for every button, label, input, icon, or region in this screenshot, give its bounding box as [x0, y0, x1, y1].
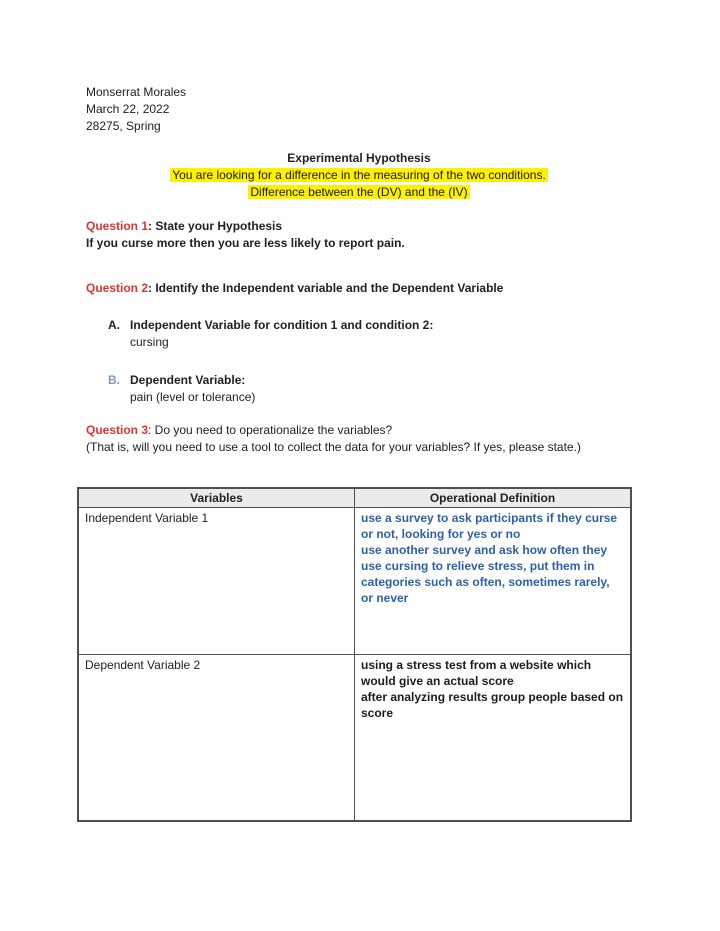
question-2-label: Question 2: [86, 281, 149, 295]
question-3-block: [86, 422, 632, 456]
table-row-dependent-variable: [78, 655, 631, 822]
document-header: [86, 84, 632, 135]
highlighted-text-1: You are looking for a difference in the measuring of the two conditions.: [172, 168, 546, 182]
independent-variable-label: Independent Variable for condition 1 and condition 2:: [130, 318, 434, 332]
variable-cell-iv: Independent Variable 1: [78, 508, 355, 655]
question-3-prompt: : Do you need to operationalize the variables?: [148, 423, 393, 437]
dv-definition-paragraph-2: after analyzing results group people based on score: [361, 690, 624, 720]
independent-variable-answer: cursing: [130, 335, 169, 349]
question-3-note: (That is, will you need to use a tool to collect the data for your variables? If yes, please state.): [86, 440, 581, 454]
question-1-heading: [86, 218, 632, 235]
list-body-a: [130, 317, 632, 351]
question-2-prompt: : Identify the Independent variable and the Dependent Variable: [148, 281, 504, 295]
variables-table: [77, 487, 632, 822]
question-1-prompt: : State your Hypothesis: [148, 219, 283, 233]
table-row-independent-variable: [78, 508, 631, 655]
question-1-label: Question 1: [86, 219, 149, 233]
dependent-variable-label: Dependent Variable:: [130, 373, 246, 387]
table-header-operational-definition: Operational Definition: [355, 488, 632, 508]
author-name: Monserrat Morales: [86, 85, 187, 99]
iv-definition-paragraph-1: use a survey to ask participants if they curse or not, looking for yes or no: [361, 511, 618, 541]
dependent-variable-answer: pain (level or tolerance): [130, 390, 256, 404]
question-1-answer: If you curse more then you are less likely to report pain.: [86, 236, 405, 250]
course-term: 28275, Spring: [86, 119, 161, 133]
question-2-heading: [86, 280, 632, 297]
document-title: Experimental Hypothesis: [287, 151, 431, 165]
definition-cell-iv: [355, 508, 632, 655]
highlight-line-1-wrap: [86, 167, 632, 184]
highlight-line-2-wrap: [86, 184, 632, 201]
question-3-heading: [86, 422, 632, 439]
variable-cell-dv: Dependent Variable 2: [78, 655, 355, 822]
highlighted-text-2: Difference between the (DV) and the (IV): [250, 185, 468, 199]
list-marker-a: A.: [108, 318, 120, 332]
title-block: [86, 150, 632, 201]
table-header-variables: Variables: [78, 488, 355, 508]
question-3-label: Question 3: [86, 423, 149, 437]
dv-definition-paragraph-1: using a stress test from a website which would give an actual score: [361, 658, 592, 688]
table-header-row: [78, 488, 631, 508]
question-1-block: [86, 218, 632, 252]
iv-definition-paragraph-2: use another survey and ask how often they use cursing to relieve stress, put them in categories such as often, sometimes rarely, or never: [361, 543, 610, 605]
list-marker-b: B.: [108, 373, 120, 387]
list-item-dependent-variable: [86, 372, 632, 406]
list-item-independent-variable: [86, 317, 632, 351]
document-date: March 22, 2022: [86, 102, 170, 116]
list-body-b: [130, 372, 632, 406]
definition-cell-dv: [355, 655, 632, 822]
question-2-block: [86, 280, 632, 406]
